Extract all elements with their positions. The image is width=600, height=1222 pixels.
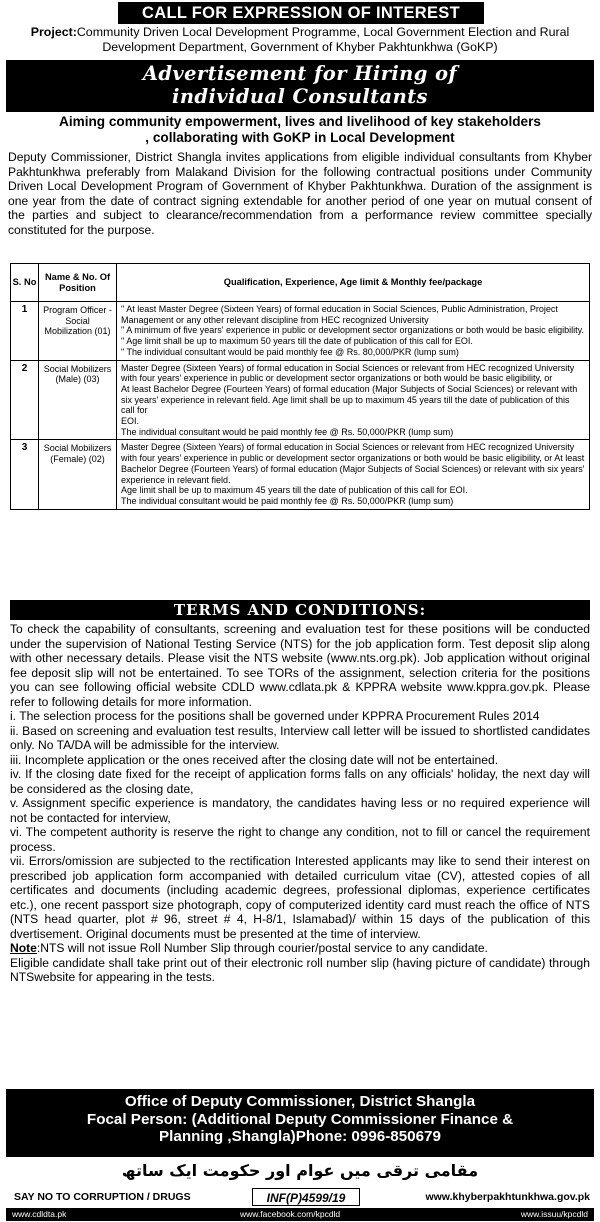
project-text: Community Driven Local Development Programme, Local Government Election and Rural Development Department, Government of Khyber Pakhtunkhwa (GoKP)	[76, 25, 570, 54]
row-sno: 3	[11, 440, 39, 509]
terms-paragraph: To check the capability of consultants, screening and evaluation test for these positions will be conducted under the supervision of National Testing Service (NTS) for the job application form. Test deposit slip along with other necessary details. Please visit the NTS website (www.nts.org.pk). Job application without original fee deposit slip will not be entertained. To see TORs of the assignment, selection criteria for the positions you can see following official website CDLD www.cdlata.pk & KPPRA website www.kppra.gov.pk. Please refer to following details for more information.	[10, 622, 590, 709]
terms-paragraph: vi. The competent authority is reserve the right to change any condition, not to fill or cancel the requirement process.	[10, 825, 590, 854]
positions-table	[10, 263, 590, 510]
qualification-line: " A minimum of five years' experience in public or development sector organizations or both would be basic eligibility.	[121, 325, 584, 336]
issuu-link[interactable]: www.issuu/kpcdld	[520, 1209, 588, 1219]
row-sno: 1	[11, 302, 39, 361]
urdu-slogan: مقامی ترقی میں عوام اور حکومت ایک ساتھ	[121, 1161, 479, 1180]
office-contact-band	[6, 1089, 594, 1157]
qualification-line: Master Degree (Sixteen Years) of formal education in Social Sciences or relevant from HEC recognized University with four years' experience in public or development sector organizations or both would be basic eligibility, or At least Bachelor Degree (Fourteen Years) of formal education (Major Subjects of Social Sciences) or relevant with six years' experience in relevant field.	[121, 442, 585, 485]
qualification-line: " Age limit shall be up to maximum 50 years till the date of publication of this call for EOI.	[121, 336, 473, 347]
facebook-link[interactable]: www.facebook.com/kpcdld	[240, 1209, 341, 1219]
advertisement-title-line2: individual Consultants	[172, 85, 428, 108]
qualification-line: At least Bachelor Degree (Fourteen Years) of formal education (Major Subjects of Social Sciences) or relevant with six years' experience in relevant field. Age limit shall be up to maximum 45 years till the date of publication of this call for	[121, 383, 578, 416]
aiming-subtitle	[0, 114, 600, 145]
terms-paragraph: i. The selection process for the positions shall be governed under KPPRA Procurement Rules 2014	[10, 709, 540, 723]
links-band	[6, 1208, 594, 1221]
qualification-line: Master Degree (Sixteen Years) of formal education in Social Sciences or relevant from HEC recognized University with four years' experience in public or development sector organizations or both would be basic eligibility, or	[121, 362, 575, 384]
aiming-line1: Aiming community empowerment, lives and livelihood of key stakeholders	[59, 114, 541, 129]
table-header-row	[11, 264, 590, 302]
advertisement-title	[0, 62, 600, 108]
table-row	[11, 302, 590, 361]
row-qualification	[117, 302, 590, 361]
intro-paragraph: Deputy Commissioner, District Shangla invites applications from eligible individual consultants from Khyber Pakhtunkhwa preferably from Malakand Division for the following contractual positions under Community Driven Local Development Program of Government of Khyber Pakhtunkhwa. Duration of the assignment is one year from the date of contract signing extendable for another period of one year on mutual consent of the parties and subject to clearance/recommendation from a performance review committee specially constituted for the purpose.	[8, 150, 592, 237]
qualification-line: The individual consultant would be paid monthly fee @ Rs. 50,000/PKR (lump sum)	[121, 426, 454, 437]
office-line3: Planning ,Shangla)Phone: 0996-850679	[159, 1128, 441, 1145]
advertisement-title-line1: Advertisement for Hiring of	[142, 62, 458, 85]
terms-paragraph: v. Assignment specific experience is mandatory, the candidates having less or no required experience will not be contacted for interview,	[10, 796, 590, 825]
eoi-banner: CALL FOR EXPRESSION OF INTEREST	[118, 2, 484, 24]
note-text: :NTS will not issue Roll Number Slip through courier/postal service to any candidate.	[36, 941, 488, 955]
note-label: Note	[10, 941, 37, 955]
kp-website-link[interactable]: www.khyberpakhtunkhwa.gov.pk	[425, 1191, 590, 1203]
terms-paragraph: vii. Errors/omission are subjected to the rectification Interested applicants may like to send their interest on prescribed job application form accompanied with detailed curriculum vitae (CV), attested copies of all certificates and documents (including academic degrees, professional diplomas, experience certificates etc.), one recent passport size photograph, copy of computerized identity card must reach the office of NTS (NTS head quarter, plot # 96, street # 4, H-8/1, Islamabad)/ within 15 days of the publication of this dvertisement. Original documents must be presented at the time of interview.	[10, 854, 590, 941]
qualification-line: Age limit shall be up to maximum 45 years till the date of publication of this call for EOI.	[121, 485, 468, 496]
aiming-line2: , collaborating with GoKP in Local Development	[145, 129, 455, 145]
terms-title: TERMS AND CONDITIONS:	[10, 600, 590, 620]
header-position: Name & No. Of Position	[39, 264, 117, 302]
terms-note	[10, 941, 590, 956]
qualification-line: " At least Master Degree (Sixteen Years) of formal education in Social Sciences, Public Administration, Project Management or any other relevant discipline from HEC recognized University	[121, 304, 558, 325]
table-row	[11, 440, 590, 509]
office-line2: Focal Person: (Additional Deputy Commissioner Finance &	[86, 1110, 514, 1128]
qualification-line: EOI.	[121, 416, 140, 427]
header-qualification: Qualification, Experience, Age limit & Monthly fee/package	[117, 264, 590, 302]
project-label: Project:	[30, 25, 77, 39]
cdld-website-link[interactable]: www.cdldta.pk	[12, 1209, 67, 1219]
qualification-line: " The individual consultant would be paid monthly fee @ Rs. 80,000/PKR (lump sum)	[121, 346, 459, 357]
project-line	[0, 25, 600, 55]
table-row	[11, 360, 590, 440]
row-sno: 2	[11, 360, 39, 440]
row-qualification	[117, 440, 590, 509]
terms-paragraph: ii. Based on screening and evaluation test results, Interview call letter will be issued to shortlisted candidates only. No TA/DA will be admissible for the interview.	[10, 723, 590, 752]
row-position: Social Mobilizers (Female) (02)	[39, 440, 117, 509]
inf-reference: INF(P)4599/19	[252, 1188, 360, 1206]
row-qualification	[117, 360, 590, 440]
footer-row	[6, 1188, 594, 1206]
qualification-line: The individual consultant would be paid monthly fee @ Rs. 50,000/PKR (lump sum)	[121, 495, 454, 506]
office-line1: Office of Deputy Commissioner, District Shangla	[124, 1093, 476, 1110]
row-position: Program Officer -Social Mobilization (01)	[39, 302, 117, 361]
terms-paragraph: Eligible candidate shall take print out of their electronic roll number slip (having picture of candidate) through NTSwebsite for appearing in the tests.	[10, 955, 590, 984]
terms-paragraph: iv. If the closing date fixed for the receipt of application forms falls on any officials' holiday, the next day will be considered as the closing date,	[10, 767, 590, 796]
terms-paragraph: iii. Incomplete application or the ones received after the closing date will not be entertained.	[10, 752, 499, 767]
row-position: Social Mobilizers (Male) (03)	[39, 360, 117, 440]
terms-body	[10, 622, 590, 985]
header-sno: S. No	[11, 264, 39, 302]
anti-corruption-slogan: SAY NO TO CORRUPTION / DRUGS	[14, 1191, 191, 1203]
